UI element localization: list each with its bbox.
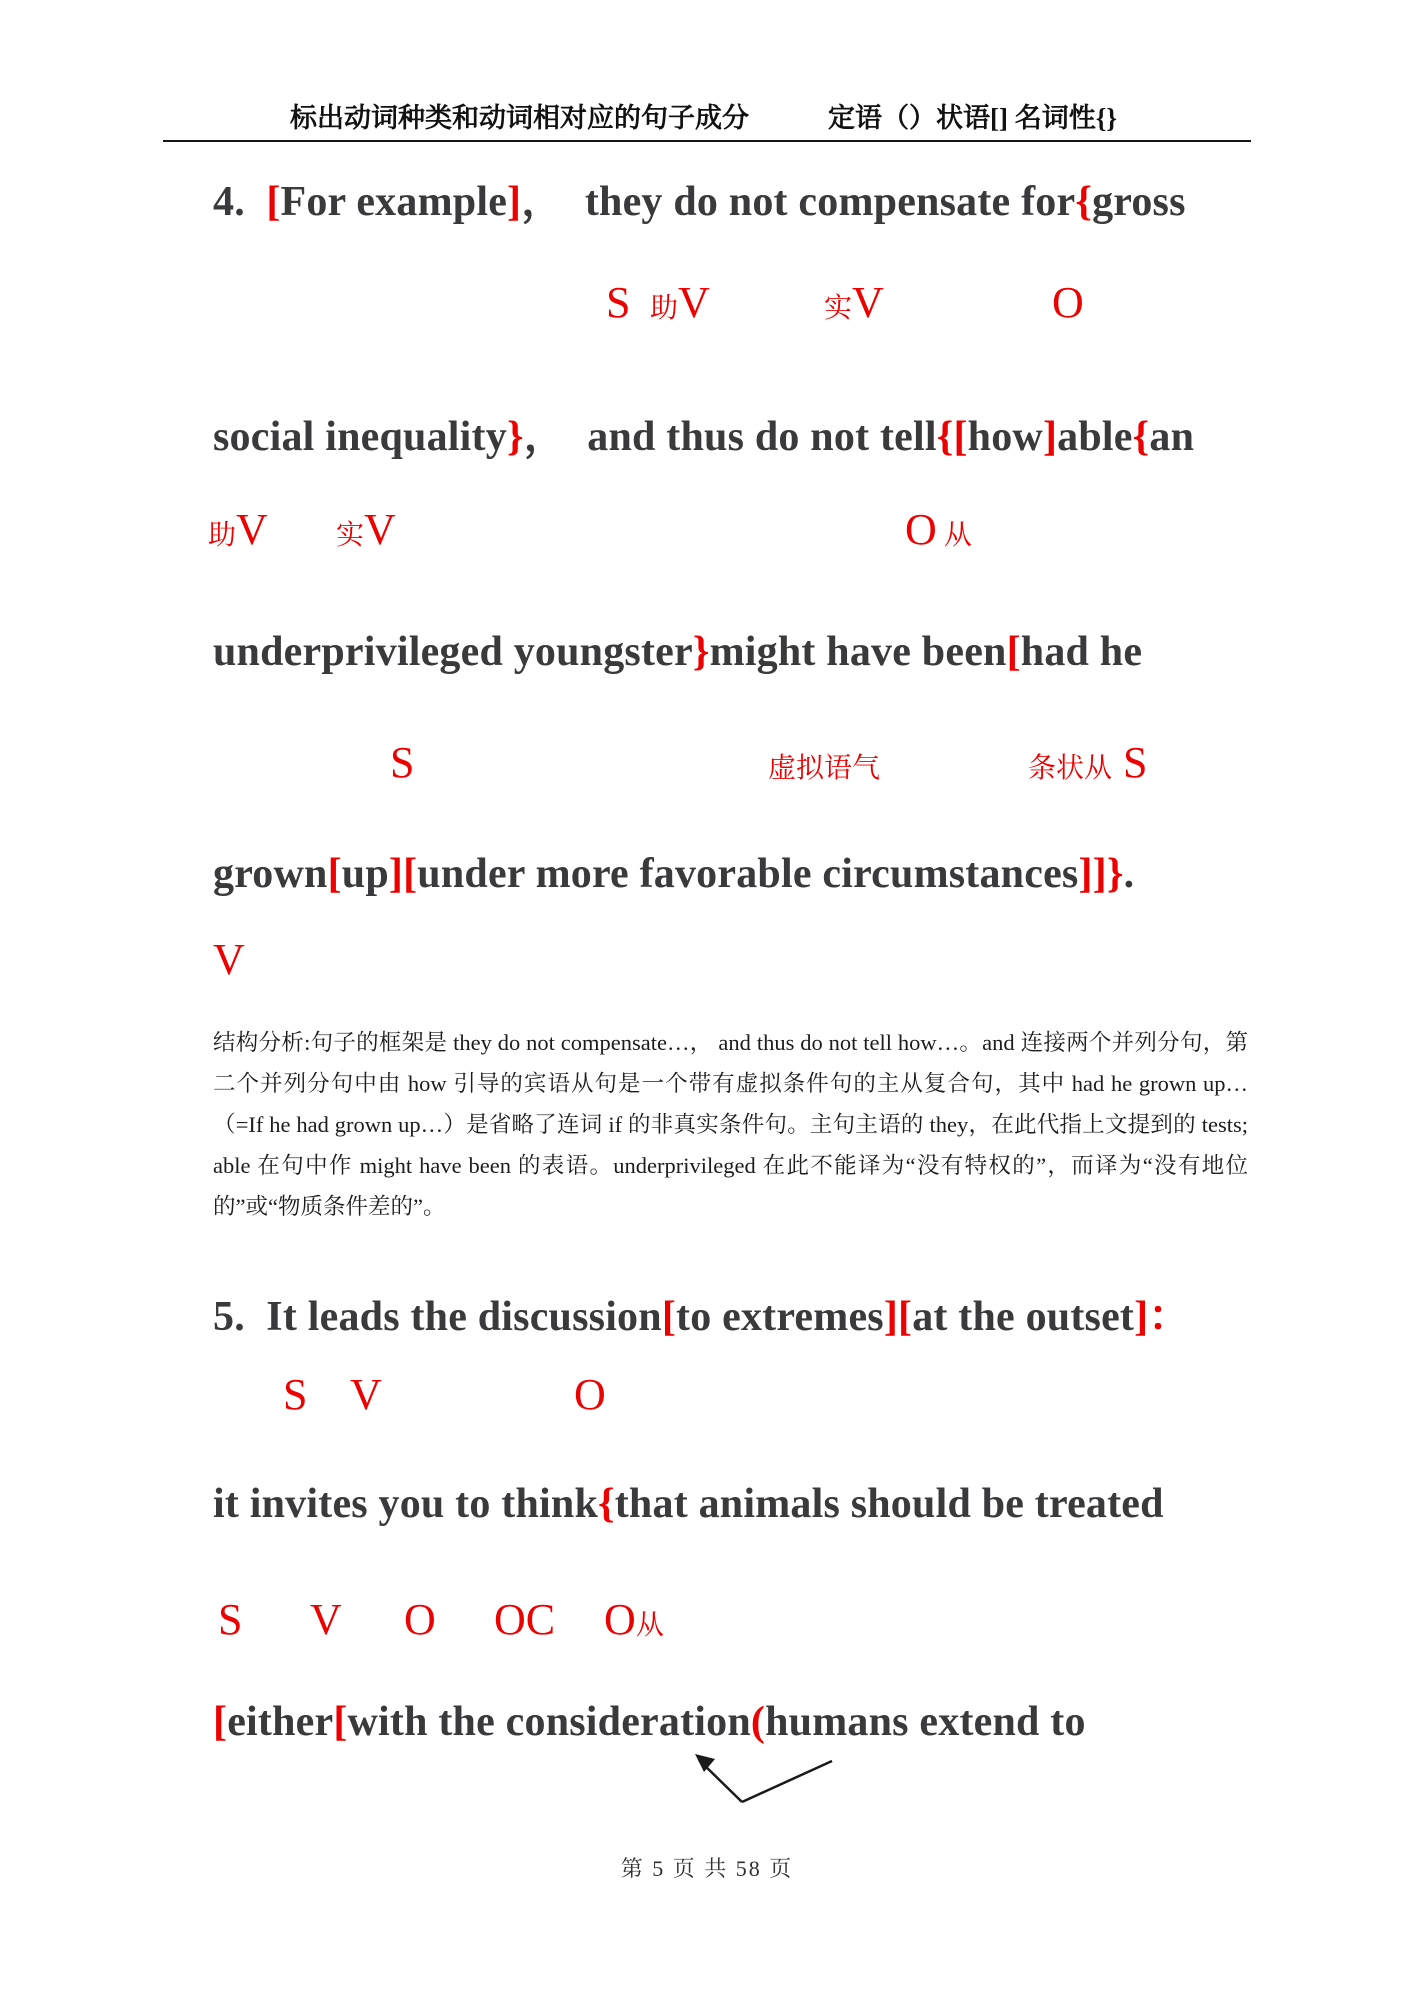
- grammar-label: [494, 1593, 555, 1647]
- sentence-text: up: [341, 851, 389, 897]
- sentence-text: 4.: [213, 179, 267, 225]
- sentence-text: ， they do not compensate for: [521, 179, 1076, 225]
- bracket-mark: ][: [388, 851, 418, 897]
- bracket-mark: ]: [507, 179, 522, 225]
- grammar-label: [824, 276, 884, 336]
- grammar-label-letter: V: [236, 505, 268, 554]
- sentence-text: might have been: [709, 629, 1007, 675]
- sentence-line: [213, 403, 1194, 463]
- sentence-text: at the outset: [912, 1294, 1135, 1340]
- annotation-line: [0, 933, 1414, 993]
- grammar-label-letter: V: [852, 278, 884, 327]
- sentence-line: [213, 850, 1134, 898]
- sentence-text: social inequality: [213, 414, 507, 460]
- bracket-mark: }: [506, 414, 524, 460]
- sentence-text: For example: [280, 179, 508, 225]
- sentence-text: had he: [1020, 629, 1143, 675]
- grammar-label: [604, 1593, 664, 1653]
- grammar-label: [310, 1593, 342, 1647]
- bracket-mark: [: [213, 1699, 228, 1745]
- sentence-text: that animals should be treated: [614, 1481, 1164, 1527]
- bracket-mark: [: [327, 851, 342, 897]
- grammar-label: [768, 736, 880, 796]
- grammar-label-cn: 虚拟语气: [768, 753, 881, 784]
- grammar-label-cn: 助: [650, 293, 679, 324]
- grammar-label-letter: S: [1112, 738, 1148, 787]
- grammar-label: [390, 736, 414, 790]
- sentence-text: how: [967, 414, 1043, 460]
- grammar-label: [606, 276, 630, 330]
- grammar-label: [1052, 276, 1084, 330]
- sentence-line: [213, 628, 1142, 676]
- sentence-text: underprivileged youngster: [213, 629, 693, 675]
- grammar-label-letter: V: [213, 935, 245, 984]
- bracket-mark: }: [692, 629, 710, 675]
- grammar-label: [218, 1593, 242, 1647]
- sentence-line: [213, 1480, 1164, 1528]
- grammar-label-cn: 条状从: [1028, 753, 1113, 784]
- grammar-label-letter: S: [283, 1370, 308, 1419]
- sentence-text: gross: [1092, 179, 1186, 225]
- grammar-label-cn: 助: [208, 520, 237, 551]
- sentence-text: an: [1149, 414, 1195, 460]
- sentence-text: either: [227, 1699, 334, 1745]
- grammar-label-letter: O: [404, 1595, 436, 1644]
- grammar-label: [336, 503, 396, 563]
- hand-drawn-arrow-icon: [655, 1738, 855, 1848]
- grammar-label-letter: OC: [494, 1595, 556, 1644]
- bracket-mark: (: [750, 1699, 766, 1745]
- grammar-label-letter: S: [606, 278, 631, 327]
- header-rule: [163, 140, 1251, 142]
- analysis-paragraph: 结构分析:句子的框架是 they do not compensate…， and thus do not tell how…。and 连接两个并列分句，第二个并列分句中由 how 引导的宾语从句是一个带有虚拟条件句的主从复合句，其中 had he grown up…（=If he had grown up…）是省略了连词 if 的非真实条件句。主句主语的 they，在此代指上文提到的 tests; able 在句中作 might have been 的表语。underprivileged 在此不能译为“没有特权的”，而译为“没有地位的”或“物质条件差的”。: [213, 1030, 1248, 1219]
- sentence-text: 5. It leads the discussion: [213, 1294, 662, 1340]
- bracket-mark: [: [333, 1699, 348, 1745]
- bracket-mark: ]]}: [1078, 851, 1124, 897]
- bracket-mark: [: [266, 179, 281, 225]
- sentence-line: [213, 1698, 1086, 1746]
- grammar-label: [574, 1368, 606, 1422]
- sentence-text: it invites you to think: [213, 1481, 598, 1527]
- grammar-label: [208, 503, 268, 563]
- sentence-line: [213, 1283, 1190, 1343]
- bracket-mark: ][: [883, 1294, 913, 1340]
- sentence-text: .: [1123, 851, 1135, 897]
- grammar-label-cn: 从: [936, 520, 972, 551]
- page-footer: 第 5 页 共 58 页: [620, 1856, 794, 1881]
- grammar-label-letter: V: [350, 1370, 382, 1419]
- annotation-line: [0, 276, 1414, 336]
- grammar-label-letter: O: [574, 1370, 606, 1419]
- grammar-label-cn: 实: [824, 293, 853, 324]
- sentence-text: to extremes: [676, 1294, 884, 1340]
- sentence-line: [213, 168, 1186, 228]
- grammar-label-letter: S: [218, 1595, 243, 1644]
- grammar-label-letter: V: [364, 505, 396, 554]
- sentence-text: humans extend to: [765, 1699, 1086, 1745]
- annotation-line: [0, 1368, 1414, 1428]
- grammar-label: [1028, 736, 1148, 796]
- grammar-label-letter: O: [604, 1595, 636, 1644]
- grammar-label: [213, 933, 245, 987]
- sentence-text: under more favorable circumstances: [417, 851, 1079, 897]
- grammar-label: [350, 1368, 382, 1422]
- sentence-text: grown: [213, 851, 328, 897]
- sentence-text: ， and thus do not tell: [523, 414, 937, 460]
- bracket-mark: [: [1006, 629, 1021, 675]
- bracket-mark: {[: [936, 414, 968, 460]
- annotation-line: [0, 503, 1414, 563]
- grammar-label-cn: 从: [635, 1610, 664, 1641]
- bracket-mark: [: [661, 1294, 677, 1340]
- header-left-title: 标出动词种类和动词相对应的句子成分: [290, 103, 749, 133]
- bracket-mark: {: [1132, 414, 1150, 460]
- annotation-line: [0, 736, 1414, 796]
- grammar-label: [650, 276, 710, 336]
- bracket-mark: ]: [1042, 414, 1058, 460]
- bracket-mark: {: [598, 1481, 615, 1527]
- sentence-text: able: [1057, 414, 1133, 460]
- grammar-label-letter: S: [390, 738, 415, 787]
- grammar-label-letter: V: [678, 278, 710, 327]
- bracket-mark: {: [1075, 179, 1093, 225]
- grammar-label-cn: 实: [336, 520, 365, 551]
- grammar-label: [905, 503, 972, 563]
- grammar-label-letter: V: [310, 1595, 342, 1644]
- grammar-label-letter: O: [1052, 278, 1084, 327]
- bracket-mark: ]: [1134, 1294, 1149, 1340]
- grammar-label-letter: O: [905, 505, 937, 554]
- annotation-line: [0, 1593, 1414, 1653]
- grammar-label: [404, 1593, 436, 1647]
- bracket-mark: ：: [1148, 1294, 1191, 1340]
- grammar-label: [283, 1368, 307, 1422]
- sentence-text: with the consideration: [347, 1699, 751, 1745]
- header-right-legend: 定语（）状语[] 名词性{}: [828, 103, 1118, 133]
